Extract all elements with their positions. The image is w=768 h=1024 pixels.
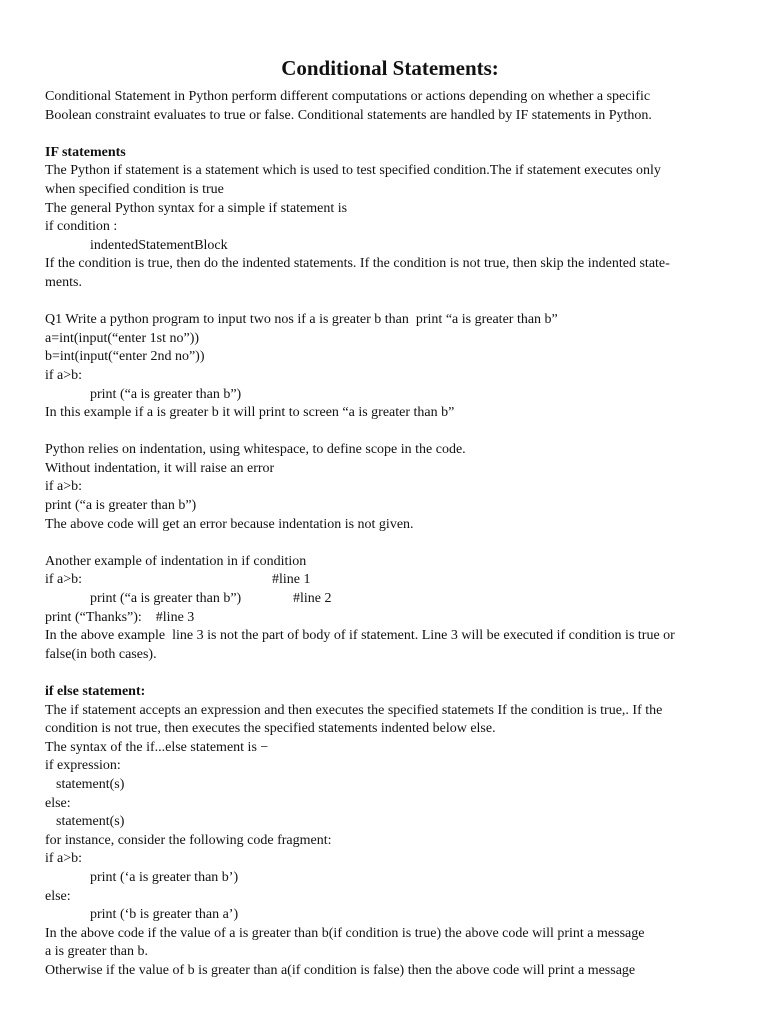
code-line: else: — [45, 888, 71, 904]
code-line: print (“a is greater than b”) — [45, 498, 197, 514]
text-line: Python relies on indentation, using whitespace, to define scope in the code. — [45, 442, 466, 458]
code-line-indented: indentedStatementBlock — [90, 237, 228, 253]
code-line: if expression: — [45, 758, 121, 774]
text-line: The above code will get an error because indentation is not given. — [45, 516, 414, 532]
code-line-indented: print (“a is greater than b”) — [90, 386, 242, 402]
code-row-line2 — [45, 590, 735, 609]
text-line: The general Python syntax for a simple if statement is — [45, 200, 348, 216]
code-line-indented: statement(s) — [56, 814, 125, 830]
text-line: a is greater than b. — [45, 944, 149, 960]
code-line: if condition : — [45, 219, 118, 235]
code-line: a=int(input(“enter 1st no”)) — [45, 330, 200, 346]
code-text: print (“Thanks”): — [45, 609, 142, 625]
section-heading-if: IF statements — [45, 144, 126, 160]
code-line-indented: statement(s) — [56, 776, 125, 792]
code-line-indented: print (‘b is greater than a’) — [90, 907, 239, 923]
text-line: The syntax of the if...else statement is − — [45, 739, 269, 755]
code-line: if a>b: — [45, 367, 83, 383]
code-line-indented: print (‘a is greater than b’) — [90, 869, 239, 885]
text-line: false(in both cases). — [45, 646, 157, 662]
code-row-line1 — [45, 571, 735, 590]
text-line: ments. — [45, 274, 82, 290]
text-line: The if statement accepts an expression and then executes the specified statemets If the condition is true,. If the — [45, 702, 663, 718]
section-heading-if-else: if else statement: — [45, 684, 146, 699]
intro-line: Boolean constraint evaluates to true or false. Conditional statements are handled by IF statements in Python. — [45, 107, 652, 123]
code-comment: #line 3 — [155, 609, 195, 625]
code-line: if a>b: — [45, 479, 83, 495]
code-text: if a>b: — [45, 572, 83, 588]
code-comment: #line 1 — [272, 572, 311, 588]
spacer — [45, 125, 735, 144]
spacer — [45, 534, 735, 553]
text-line: The Python if statement is a statement which is used to test specified condition.The if statement executes only — [45, 163, 661, 179]
code-line: if a>b: — [45, 851, 83, 867]
text-line: condition is not true, then executes the specified statements indented below else. — [45, 721, 496, 737]
text-line: when specified condition is true — [45, 181, 224, 197]
text-line: for instance, consider the following code fragment: — [45, 832, 332, 848]
text-line: In the above code if the value of a is greater than b(if condition is true) the above code will print a message — [45, 925, 645, 941]
text-line: In the above example line 3 is not the part of body of if statement. Line 3 will be executed if condition is true or — [45, 628, 675, 644]
text-line: Otherwise if the value of b is greater than a(if condition is false) then the above code will print a message — [45, 962, 636, 978]
code-row-line3 — [45, 609, 735, 628]
text-line: Without indentation, it will raise an error — [45, 460, 275, 476]
document-page — [45, 50, 735, 981]
text-line: Another example of indentation in if condition — [45, 553, 307, 569]
code-line: else: — [45, 795, 71, 811]
spacer — [45, 423, 735, 442]
page-title: Conditional Statements: — [281, 56, 499, 80]
spacer — [45, 664, 735, 683]
question-q1: Q1 Write a python program to input two nos if a is greater b than print “a is greater than b” — [45, 312, 558, 328]
code-line: b=int(input(“enter 2nd no”)) — [45, 349, 205, 365]
intro-line: Conditional Statement in Python perform different computations or actions depending on whether a specific — [45, 89, 651, 104]
code-comment: #line 2 — [293, 591, 332, 607]
text-line: If the condition is true, then do the indented statements. If the condition is not true, then skip the indented state- — [45, 256, 670, 272]
text-line: In this example if a is greater b it will print to screen “a is greater than b” — [45, 405, 455, 421]
code-text: print (“a is greater than b”) — [90, 591, 242, 607]
spacer — [45, 293, 735, 312]
